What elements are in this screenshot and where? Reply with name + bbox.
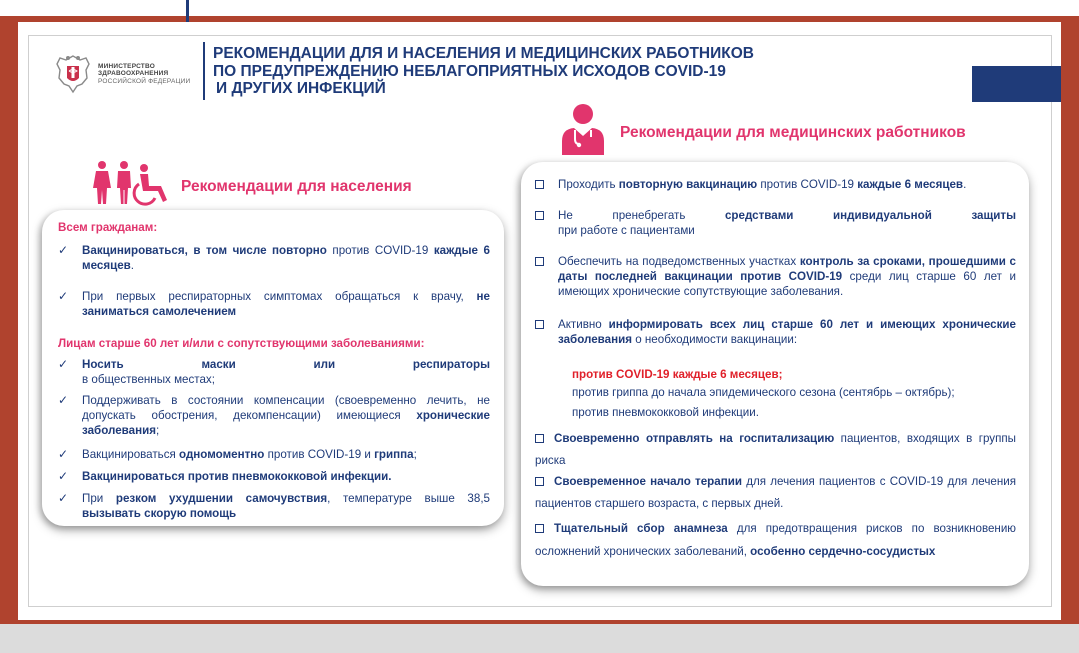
checkbox-icon <box>535 257 544 266</box>
section-seniors: Лицам старше 60 лет и/или с сопутствующими заболеваниями: <box>58 337 425 350</box>
title-divider <box>203 42 205 100</box>
population-item-5: Вакцинироваться одномоментно против COVID-19 и гриппа; <box>82 448 417 461</box>
medical-item-1: Проходить повторную вакцинацию против COVID-19 каждые 6 месяцев. <box>558 178 967 191</box>
title-line-1: РЕКОМЕНДАЦИИ ДЛЯ И НАСЕЛЕНИЯ И МЕДИЦИНСКИХ РАБОТНИКОВ <box>213 45 754 62</box>
medical-item-4: Активно информировать всех лиц старше 60 лет и имеющих хронические заболевания о необходимости вакцинации: <box>558 318 1017 347</box>
ministry-emblem-icon <box>54 52 92 96</box>
checkmark-icon: ✓ <box>58 357 69 371</box>
medical-subitem-flu: против гриппа до начала эпидемического сезона (сентябрь – октябрь); <box>572 386 955 399</box>
checkbox-icon <box>535 524 544 533</box>
title-line-2: ПО ПРЕДУПРЕЖДЕНИЮ НЕБЛАГОПРИЯТНЫХ ИСХОДОВ COVID-19 <box>213 62 726 80</box>
ministry-logo <box>54 52 190 96</box>
doctor-icon <box>560 103 606 155</box>
population-heading: Рекомендации для населения <box>181 178 412 195</box>
checkbox-icon <box>535 434 544 443</box>
checkmark-icon: ✓ <box>58 289 69 303</box>
ministry-name-line1: МИНИСТЕРСТВО <box>98 62 155 70</box>
medical-item-6: Своевременное начало терапии для лечения пациентов с COVID-19 для лечения пациентов старшего возраста, с первых дней. <box>535 475 1016 510</box>
checkmark-icon: ✓ <box>58 447 69 461</box>
checkmark-icon: ✓ <box>58 469 69 483</box>
title-line-3: И ДРУГИХ ИНФЕКЦИЙ <box>216 80 386 97</box>
medical-subitem-pneumo: против пневмококковой инфекции. <box>572 406 759 419</box>
medical-item-2: Не пренебрегать средствами индивидуальной защиты при работе с пациентами <box>558 209 1016 238</box>
medical-item-5: Своевременно отправлять на госпитализацию пациентов, входящих в группы риска <box>535 432 1016 467</box>
checkbox-icon <box>535 211 544 220</box>
population-item-3: Носить маски или респираторы в общественных местах; <box>82 358 490 387</box>
medical-heading: Рекомендации для медицинских работников <box>620 124 966 141</box>
population-item-7: При резком ухудшении самочувствия, температуре выше 38,5 вызывать скорую помощь <box>82 492 490 521</box>
people-icon <box>93 160 173 206</box>
ministry-name-line2: ЗДРАВООХРАНЕНИЯ <box>98 70 169 78</box>
checkmark-icon: ✓ <box>58 393 69 407</box>
checkbox-icon <box>535 180 544 189</box>
population-item-2: При первых респираторных симптомах обращаться к врачу, не заниматься самолечением <box>82 290 490 319</box>
medical-item-7: Тщательный сбор анамнеза для предотвращения рисков по возникновению осложнений хронических заболеваний, особенно сердечно-сосудистых <box>535 522 1016 558</box>
population-item-1: Вакцинироваться, в том числе повторно против COVID-19 каждые 6 месяцев. <box>82 244 490 273</box>
population-item-6: Вакцинироваться против пневмококковой инфекции. <box>82 470 392 483</box>
bottom-bar <box>0 624 1079 653</box>
medical-item-3: Обеспечить на подведомственных участках контроль за сроками, прошедшими с даты последней вакцинации против COVID-19 среди лиц старше 60 лет и имеющих хронические сопутствующие заболевания. <box>558 255 1016 299</box>
medical-subitem-covid: против COVID-19 каждые 6 месяцев; <box>572 368 783 381</box>
ministry-name-line3: РОССИЙСКОЙ ФЕДЕРАЦИИ <box>98 77 191 85</box>
checkbox-icon <box>535 477 544 486</box>
top-strip <box>0 0 1079 16</box>
section-all-citizens: Всем гражданам: <box>58 221 158 234</box>
population-item-4: Поддерживать в состоянии компенсации (своевременно лечить, не допускать обострения, декомпенсации) имеющиеся хронические заболевания; <box>82 394 490 438</box>
checkmark-icon: ✓ <box>58 243 69 257</box>
checkmark-icon: ✓ <box>58 491 69 505</box>
right-accent-bar <box>972 66 1061 102</box>
checkbox-icon <box>535 320 544 329</box>
page-title <box>213 45 913 98</box>
